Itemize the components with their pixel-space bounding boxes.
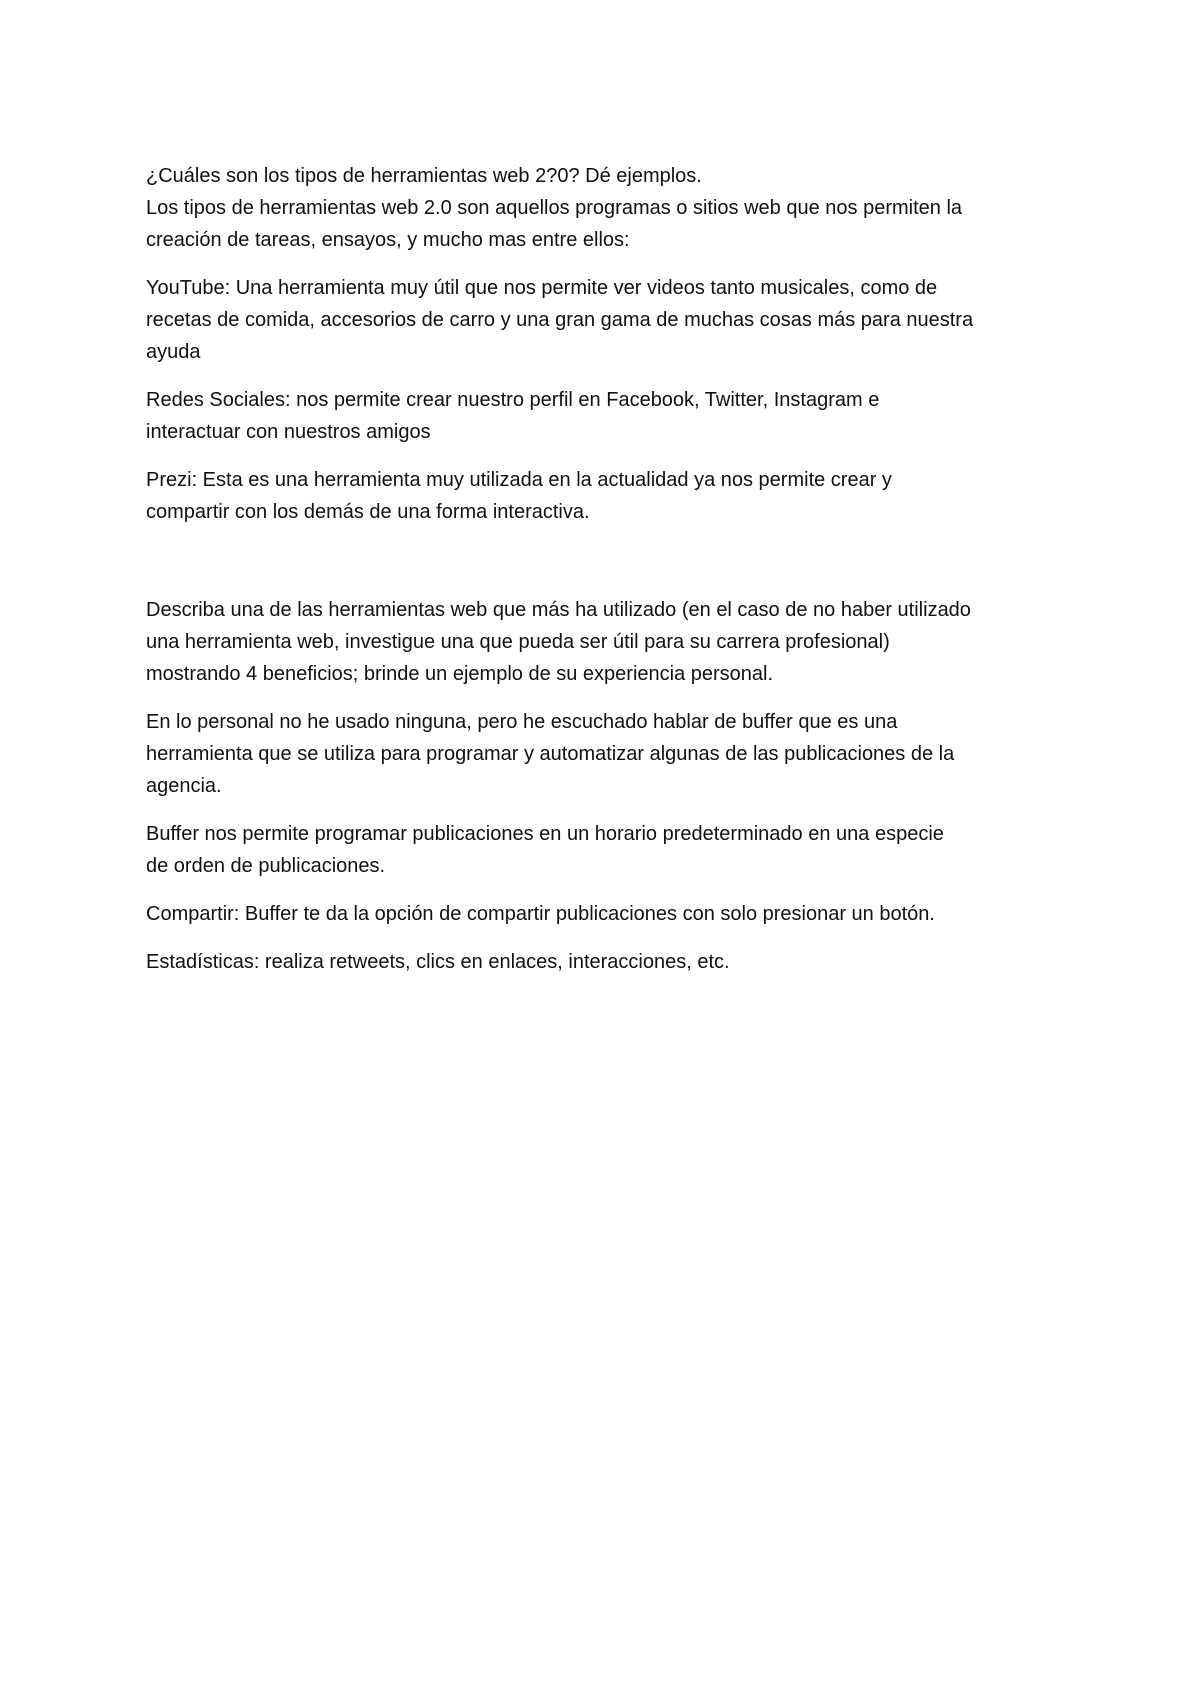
paragraph-line: Compartir: Buffer te da la opción de compartir publicaciones con solo presionar un botón. <box>146 903 935 925</box>
paragraph-estadisticas <box>146 946 1076 978</box>
paragraph-line: Prezi: Esta es una herramienta muy utilizada en la actualidad ya nos permite crear y <box>146 469 892 491</box>
question-tipos <box>146 160 1076 192</box>
paragraph-line: Describa una de las herramientas web que más ha utilizado (en el caso de no haber utilizado <box>146 599 971 621</box>
paragraph-line: Los tipos de herramientas web 2.0 son aquellos programas o sitios web que nos permiten la <box>146 197 963 219</box>
paragraph-redes-sociales <box>146 384 1076 448</box>
paragraph-line: interactuar con nuestros amigos <box>146 421 431 443</box>
paragraph-line: agencia. <box>146 775 222 797</box>
paragraph-line: Buffer nos permite programar publicaciones en un horario predeterminado en una especie <box>146 823 944 845</box>
paragraph-personal <box>146 706 1076 802</box>
paragraph-line: En lo personal no he usado ninguna, pero he escuchado hablar de buffer que es una <box>146 711 898 733</box>
paragraph-line: Redes Sociales: nos permite crear nuestro perfil en Facebook, Twitter, Instagram e <box>146 389 880 411</box>
question-tipos-line: ¿Cuáles son los tipos de herramientas web 2?0? Dé ejemplos. <box>146 165 702 187</box>
paragraph-line: recetas de comida, accesorios de carro y una gran gama de muchas cosas más para nuestra <box>146 309 974 331</box>
paragraph-line: ayuda <box>146 341 201 363</box>
paragraph-line: una herramienta web, investigue una que pueda ser útil para su carrera profesional) <box>146 631 890 653</box>
section-tipos-herramientas <box>146 160 1076 528</box>
paragraph-line: Estadísticas: realiza retweets, clics en enlaces, interacciones, etc. <box>146 951 730 973</box>
section-herramienta-utilizada <box>146 594 1076 978</box>
paragraph-line: creación de tareas, ensayos, y mucho mas entre ellos: <box>146 229 630 251</box>
paragraph-compartir <box>146 898 1076 930</box>
question-describa <box>146 594 1076 690</box>
paragraph-intro <box>146 192 1076 256</box>
paragraph-line: compartir con los demás de una forma interactiva. <box>146 501 590 523</box>
paragraph-line: mostrando 4 beneficios; brinde un ejemplo de su experiencia personal. <box>146 663 774 685</box>
paragraph-prezi <box>146 464 1076 528</box>
section-spacer <box>146 544 1076 594</box>
document-body <box>146 160 1076 994</box>
paragraph-line: de orden de publicaciones. <box>146 855 386 877</box>
paragraph-youtube <box>146 272 1076 368</box>
paragraph-line: YouTube: Una herramienta muy útil que nos permite ver videos tanto musicales, como de <box>146 277 938 299</box>
paragraph-buffer <box>146 818 1076 882</box>
paragraph-line: herramienta que se utiliza para programar y automatizar algunas de las publicaciones de la <box>146 743 955 765</box>
